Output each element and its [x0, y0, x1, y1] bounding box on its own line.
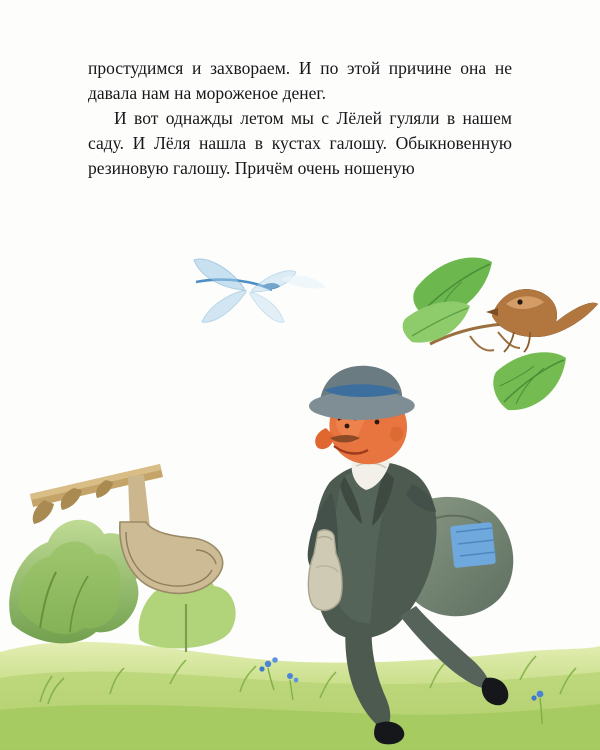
- page-text-block: [88, 56, 512, 181]
- dragonfly-icon: [194, 259, 326, 322]
- page-illustration: [0, 232, 600, 750]
- grass-field: [0, 642, 600, 750]
- paragraph-2: И вот однажды летом мы с Лёлей гуляли в нашем саду. И Лёля нашла в кустах галошу. Обыкновенную резиновую галошу. Причём очень ношеную: [88, 108, 512, 178]
- paragraph-1: простудимся и захвораем. И по этой причине она не давала нам на мороженое денег.: [88, 58, 512, 103]
